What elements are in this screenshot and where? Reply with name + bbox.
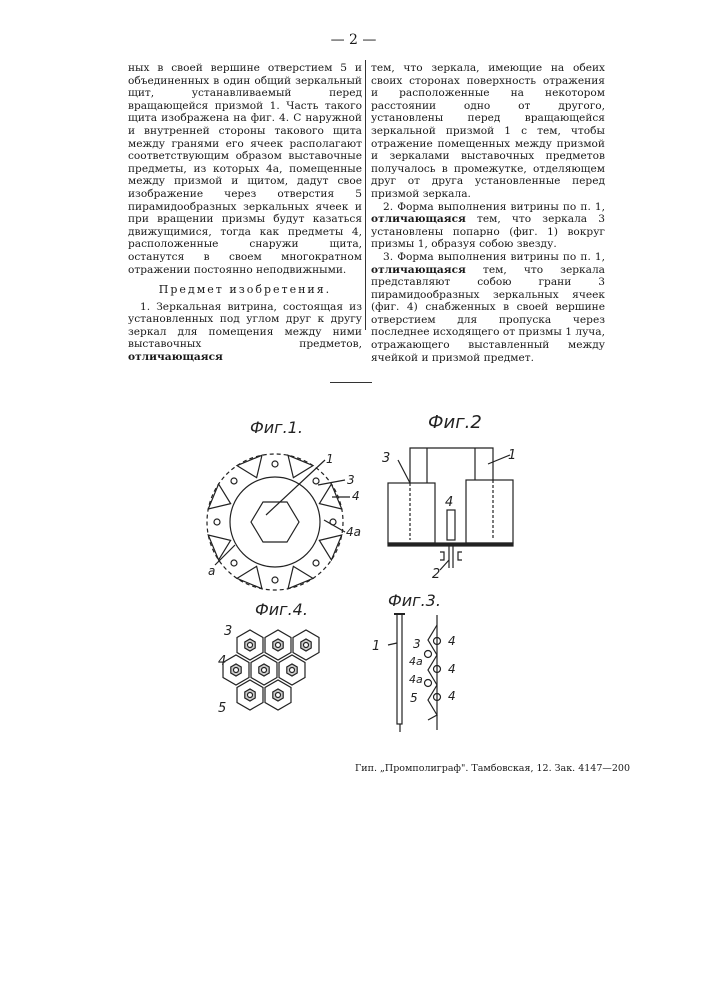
cell-hole [304, 643, 309, 648]
exhibit-object [272, 461, 278, 467]
cell-hole [276, 643, 281, 648]
label: 1 [508, 448, 516, 463]
exhibit-object [214, 519, 220, 525]
figure-4 [218, 600, 319, 716]
exhibit-object [313, 560, 319, 566]
section-heading: Предмет изобретения. [128, 284, 362, 297]
label: 4 [445, 495, 453, 510]
mirror-pair [208, 535, 230, 560]
label: 3 [382, 451, 390, 466]
label: 1 [372, 639, 380, 654]
figure-title: Фиг.4. [255, 600, 308, 619]
claim-text: 2. Форма выполнения витрины по п. 1, [383, 201, 605, 213]
label: 4a [346, 525, 361, 539]
label: 3 [224, 624, 232, 639]
patent-drawings [0, 0, 707, 1000]
cell-hole [262, 668, 267, 673]
exhibit-object [272, 577, 278, 583]
label: 3 [347, 473, 355, 487]
label: 1 [326, 452, 334, 466]
exhibit-object [231, 478, 237, 484]
cell-hole [290, 668, 295, 673]
claim-keyword: отличающаяся [128, 351, 223, 363]
label: 2 [432, 567, 440, 582]
cell-hole [276, 693, 281, 698]
cell-hole [248, 693, 253, 698]
claim-keyword: отличающаяся [371, 264, 466, 276]
claim-text: 3. Форма выполнения витрины по п. 1, [383, 251, 605, 263]
printer-imprint: Гип. „Промполиграф". Тамбовская, 12. Зак. 4147—200 [355, 763, 630, 774]
figure-1 [207, 418, 361, 590]
paragraph: ных в своей вершине отверстием 5 и объединенных в один общий зеркальный щит, устанавливаемый перед вращающейся призмой 1. Часть такого щита изображена на фиг. 4. С наружной и внутренней стороны такового щита между гранями его ячеек располагают соответствующим образом выставочные предметы, из которых 4а, помещенные между призмой и щитом, дадут свое изображение через отверстия 5 пирамидообразных зеркальных ячеек и при вращении призмы будут казаться движущимися, тогда как предметы 4, расположенные снаружи щита, останутся в своем многократном отражении постоянно неподвижными. [128, 62, 362, 276]
claim-text: 1. Зеркальная витрина, состоящая из установленных под углом друг к другу зеркал для помещения между ними выставочных предметов, [128, 301, 362, 351]
figure-title: Фиг.3. [388, 591, 441, 610]
figure-title: Фиг.1. [250, 418, 303, 437]
exhibit-object [313, 478, 319, 484]
claim-keyword: отличающаяся [371, 213, 466, 225]
label: 4 [352, 489, 360, 503]
mirror-pair [237, 455, 262, 477]
label: 4 [448, 662, 456, 676]
claim-1-continued: тем, что зеркала, имеющие на обеих своих сторонах поверхность отражения и расположенные на некотором расстоянии одно от другого, установлены перед вращающейся зеркальной призмой 1 с тем, чтобы отражение помещенных между призмой и зеркалами выставочных предметов получалось в промежутке, отделяющем друг от друга установленные перед призмой зеркала. [371, 62, 605, 201]
figure-2 [382, 412, 516, 582]
label: 5 [410, 691, 418, 705]
label: 4 [448, 634, 456, 648]
cell-hole [248, 643, 253, 648]
label: 3 [413, 637, 421, 651]
claim-text: тем, что зеркала представляют собою грани 3 пирамидообразных зеркальных ячеек (фиг. 4) снабженных в своей вершине отверстием для пропуска через последнее исходящего от призмы 1 луча, отражающего выставленный между ячейкой и призмой предмет. [371, 264, 605, 364]
label: 4 [448, 689, 456, 703]
label: 4 [218, 654, 226, 669]
label: 5 [218, 701, 226, 716]
mirror-pair [237, 566, 262, 588]
label: 4a [409, 655, 423, 668]
page-number: — 2 — [0, 32, 707, 48]
label: 4a [409, 673, 423, 686]
figure-3 [372, 591, 456, 732]
mirror-pair [319, 535, 341, 560]
label: a [208, 564, 215, 578]
figure-title: Фиг.2 [428, 412, 482, 433]
exhibit-object [231, 560, 237, 566]
cell-hole [234, 668, 239, 673]
claim-text: тем, что зеркала 3 установлены попарно (фиг. 1) вокруг призмы 1, образуя собою звезду. [371, 213, 605, 250]
